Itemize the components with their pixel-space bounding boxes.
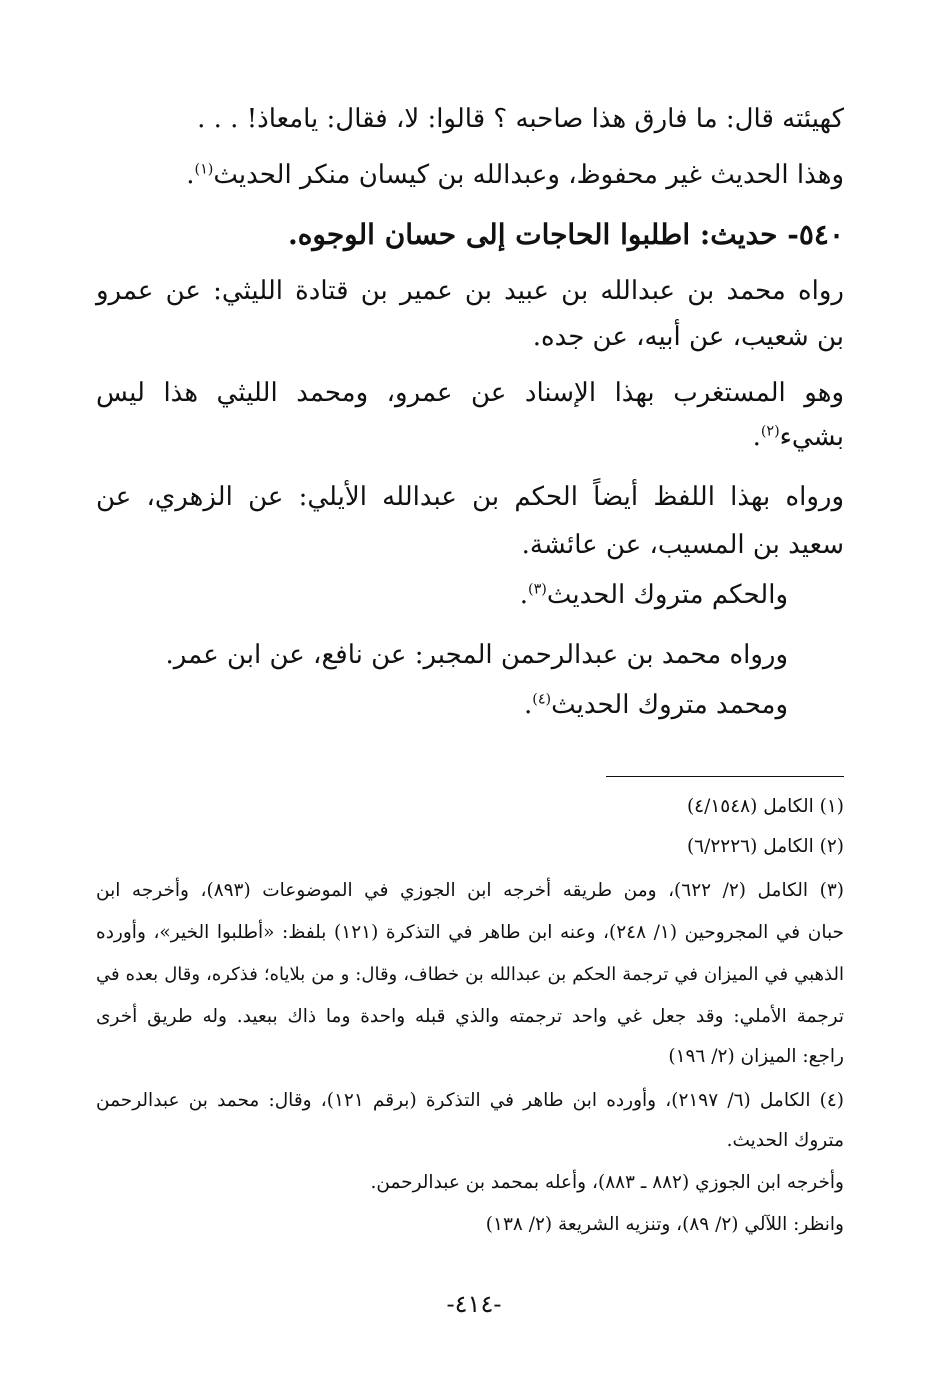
page-number: -٤١٤- xyxy=(446,1290,502,1318)
footnote-3-line-5: راجع: الميزان (٢/ ١٩٦) xyxy=(668,1046,844,1067)
text-line-hadith-judgment xyxy=(186,160,844,191)
text-segment: بشيء xyxy=(779,422,844,452)
footnote-3-line-4: ترجمة الأملي: وقد جعل غي واحد ترجمته والذي قبله واحدة وما ذاك ببعيد. وله طريق أخرى xyxy=(96,1006,844,1027)
footnote-3-line-1: (٣) الكامل (٢/ ٦٢٢)، ومن طريقه أخرجه ابن الجوزي في الموضوعات (٨٩٣)، وأخرجه ابن xyxy=(96,880,844,901)
hadith-heading: ٥٤٠- حديث: اطلبوا الحاجات إلى حسان الوجوه. xyxy=(287,218,844,251)
text-line-narration-1b: بن شعيب، عن أبيه، عن جده. xyxy=(532,322,844,352)
text-line-judgment-3 xyxy=(520,580,788,611)
footnote-4-line-2: متروك الحديث. xyxy=(726,1130,844,1151)
footnote-1: (١) الكامل (٤/١٥٤٨) xyxy=(686,796,844,817)
footnote-4-line-3: وأخرجه ابن الجوزي (٨٨٢ ـ ٨٨٣)، وأعله بمحمد بن عبدالرحمن. xyxy=(370,1172,844,1193)
text-line-narration-3a: ورواه بهذا اللفظ أيضاً الحكم بن عبدالله الأيلي: عن الزهري، عن xyxy=(96,482,844,512)
text-segment-end: . xyxy=(752,422,761,452)
text-line-narration-3b: سعيد بن المسيب، عن عائشة. xyxy=(521,530,844,560)
text-line-continuation: كهيئته قال: ما فارق هذا صاحبه ؟ قالوا: لا، فقال: يامعاذ! . . . xyxy=(197,104,844,134)
footnote-4-line-1: (٤) الكامل (٦/ ٢١٩٧)، وأورده ابن طاهر في التذكرة (برقم ١٢١)، وقال: محمد بن عبدالرحمن xyxy=(96,1090,844,1111)
footnote-3-line-3: الذهبي في الميزان في ترجمة الحكم بن عبدالله بن خطاف، وقال: و من بلاياه؛ فذكره، وقال بعده في xyxy=(96,964,844,985)
text-segment-end: . xyxy=(186,160,195,190)
text-line-narration-2b xyxy=(753,422,844,453)
text-segment: والحكم متروك الحديث xyxy=(546,580,788,610)
text-line-narration-2a: وهو المستغرب بهذا الإسناد عن عمرو، ومحمد الليثي هذا ليس xyxy=(96,378,844,408)
footnote-ref-4: (٤) xyxy=(532,691,552,708)
footnote-ref-2: (٢) xyxy=(760,423,780,440)
text-line-narration-4: ورواه محمد بن عبدالرحمن المجبر: عن نافع، عن ابن عمر. xyxy=(165,640,788,670)
text-line-judgment-4 xyxy=(524,690,788,721)
text-segment: وهذا الحديث غير محفوظ، وعبدالله بن كيسان منكر الحديث xyxy=(213,160,844,190)
text-segment-end: . xyxy=(523,690,533,720)
text-segment-end: . xyxy=(519,580,529,610)
text-line-narration-1a: رواه محمد بن عبدالله بن عبيد بن عمير بن قتادة الليثي: عن عمرو xyxy=(96,276,844,306)
footnote-3-line-2: حبان في المجروحين (١/ ٢٤٨)، وعنه ابن طاهر في التذكرة (١٢١) بلفظ: «أطلبوا الخير»، وأورده xyxy=(96,922,844,943)
footnote-separator xyxy=(606,776,844,777)
footnote-2: (٢) الكامل (٦/٢٢٢٦) xyxy=(686,836,844,857)
text-segment: ومحمد متروك الحديث xyxy=(551,690,788,720)
footnote-ref-1: (١) xyxy=(194,161,214,178)
footnote-4-line-4: وانظر: اللآلي (٢/ ٨٩)، وتنزيه الشريعة (٢/ ١٣٨) xyxy=(485,1214,844,1235)
footnote-ref-3: (٣) xyxy=(528,581,547,598)
